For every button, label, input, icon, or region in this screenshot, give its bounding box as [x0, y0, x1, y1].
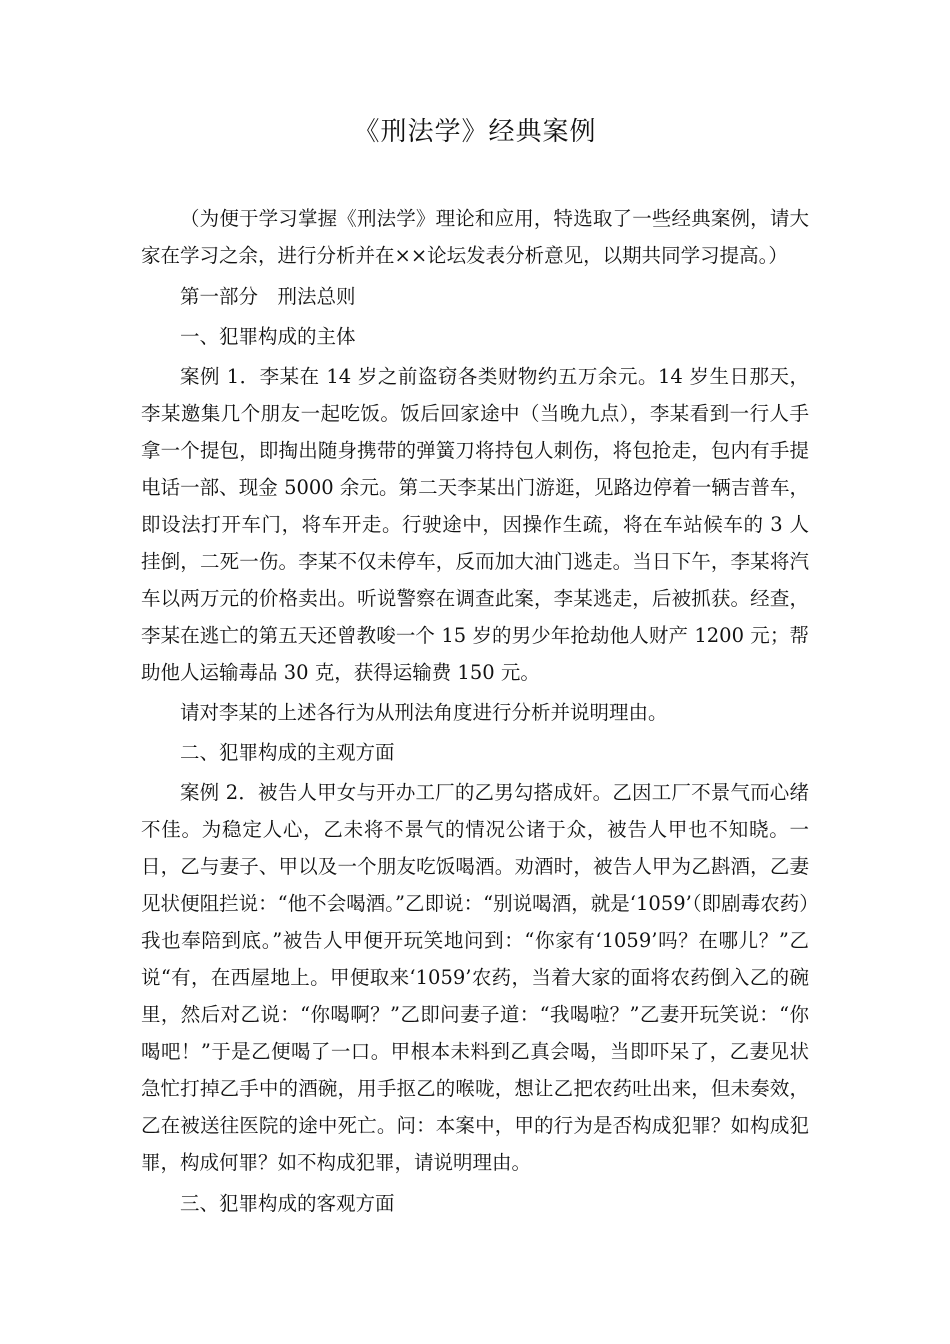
- section-heading-subject: 一、犯罪构成的主体: [180, 325, 356, 348]
- document-title: 《刑法学》经典案例: [353, 117, 597, 147]
- section-heading-subjective: 二、犯罪构成的主观方面: [180, 741, 395, 764]
- case-2-paragraph: 案例 2．被告人甲女与开办工厂的乙男勾搭成奸。乙因工厂不景气而心绪不佳。为稳定人心，乙未将不景气的情况公诸于众，被告人甲也不知晓。一日，乙与妻子、甲以及一个朋友吃饭喝酒。劝酒时，被告人甲为乙斟酒，乙妻见状便阻拦说：“他不会喝酒。”乙即说：“别说喝酒，就是‘1059’（即剧毒农药）我也奉陪到底。”被告人甲便开玩笑地问到：“你家有‘1059’吗？在哪儿？”乙说“有，在西屋地上。甲便取来‘1059’农药，当着大家的面将农药倒入乙的碗里，然后对乙说：“你喝啊？”乙即问妻子道：“我喝啦？”乙妻开玩笑说：“你喝吧！”于是乙便喝了一口。甲根本未料到乙真会喝，当即吓呆了，乙妻见状急忙打掉乙手中的酒碗，用手抠乙的喉咙，想让乙把农药吐出来，但未奏效，乙在被送往医院的途中死亡。问：本案中，甲的行为是否构成犯罪？如构成犯罪，构成何罪？如不构成犯罪，请说明理由。: [141, 781, 809, 1174]
- document-body: [141, 200, 809, 1222]
- part-heading: 第一部分 刑法总则: [180, 285, 356, 308]
- section-heading-objective: 三、犯罪构成的客观方面: [180, 1192, 395, 1215]
- preface-paragraph: （为便于学习掌握《刑法学》理论和应用，特选取了一些经典案例，请大家在学习之余，进行分析并在××论坛发表分析意见，以期共同学习提高。）: [141, 207, 809, 267]
- case-1-question: 请对李某的上述各行为从刑法角度进行分析并说明理由。: [180, 701, 668, 724]
- case-1-paragraph: 案例 1．李某在 14 岁之前盗窃各类财物约五万余元。14 岁生日那天，李某邀集几个朋友一起吃饭。饭后回家途中（当晚九点），李某看到一行人手拿一个提包，即掏出随身携带的弹簧刀将持包人刺伤，将包抢走，包内有手提电话一部、现金 5000 余元。第二天李某出门游逛，见路边停着一辆吉普车，即设法打开车门，将车开走。行驶途中，因操作生疏，将在车站候车的 3 人挂倒，二死一伤。李某不仅未停车，反而加大油门逃走。当日下午，李某将汽车以两万元的价格卖出。听说警察在调查此案，李某逃走，后被抓获。经查，李某在逃亡的第五天还曾教唆一个 15 岁的男少年抢劫他人财产 1200 元；帮助他人运输毒品 30 克，获得运输费 150 元。: [141, 365, 809, 684]
